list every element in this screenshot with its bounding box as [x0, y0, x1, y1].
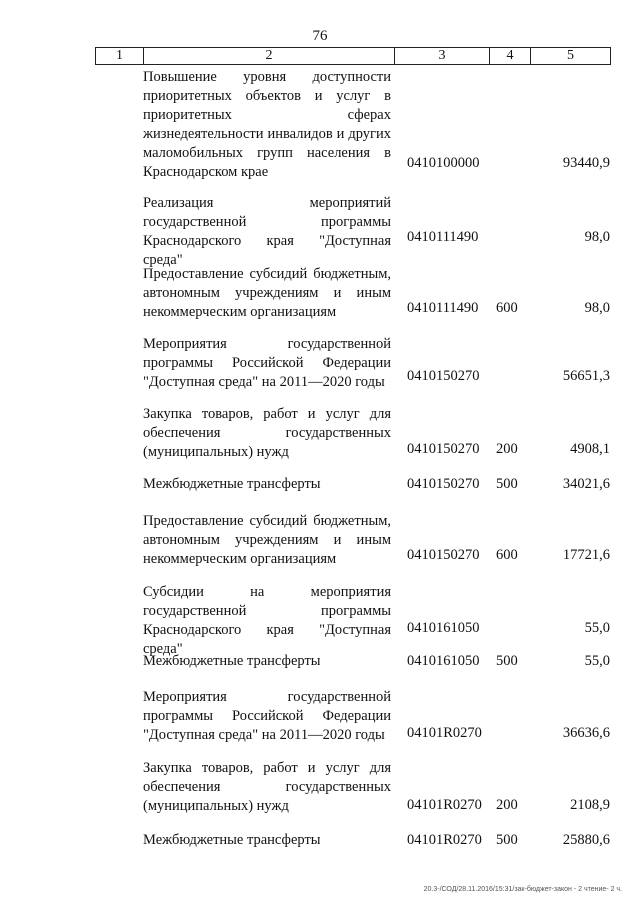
- row-code: 0410150270: [407, 441, 480, 457]
- page-number: 76: [312, 28, 328, 44]
- row-code: 0410161050: [407, 620, 480, 636]
- row-name: Межбюджетные трансферты: [143, 476, 321, 492]
- row-code: 0410111490: [407, 300, 479, 316]
- row-code: 04101R0270: [407, 832, 482, 848]
- row-amount: 25880,6: [562, 832, 610, 848]
- row-name: Межбюджетные трансферты: [143, 653, 321, 669]
- row-name: Предоставление субсидий бюджетным, автономным учреждениям и иным некоммерческим организациям: [143, 266, 391, 320]
- row-code: 0410100000: [407, 155, 480, 171]
- column-header-1: 1: [96, 48, 144, 65]
- row-amount: 98,0: [584, 229, 610, 245]
- row-name: Реализация мероприятий государственной программы Краснодарского края "Доступная среда": [143, 195, 391, 268]
- row-code: 0410150270: [407, 547, 480, 563]
- column-header-2: 2: [144, 48, 395, 65]
- row-amount: 17721,6: [562, 547, 610, 563]
- row-amount: 36636,6: [562, 725, 610, 741]
- row-name: Предоставление субсидий бюджетным, автономным учреждениям и иным некоммерческим организациям: [143, 513, 391, 567]
- row-name: Мероприятия государственной программы Российской Федерации "Доступная среда" на 2011—2020 годы: [143, 689, 391, 743]
- row-code: 0410161050: [407, 653, 480, 669]
- row-code: 0410150270: [407, 476, 480, 492]
- row-amount: 98,0: [584, 300, 610, 316]
- row-type: 200: [496, 441, 518, 457]
- row-amount: 93440,9: [562, 155, 610, 171]
- column-header-4: 4: [490, 48, 531, 65]
- row-name: Межбюджетные трансферты: [143, 832, 321, 848]
- row-amount: 55,0: [584, 653, 610, 669]
- row-amount: 34021,6: [562, 476, 610, 492]
- row-code: 0410111490: [407, 229, 479, 245]
- row-amount: 4908,1: [570, 441, 610, 457]
- row-name: Повышение уровня доступности приоритетных объектов и услуг в приоритетных сферах жизнедеятельности инвалидов и других маломобильных групп населения в Краснодарском крае: [143, 69, 391, 180]
- row-type: 500: [496, 832, 518, 848]
- row-type: 500: [496, 476, 518, 492]
- row-code: 04101R0270: [407, 797, 482, 813]
- row-type: 500: [496, 653, 518, 669]
- row-name: Субсидии на мероприятия государственной программы Краснодарского края "Доступная среда": [143, 584, 391, 657]
- footer-file-stamp: 20.3-/СОД/28.11.2016/15:31/зак-бюджет-закон - 2 чтение- 2 ч.: [423, 886, 622, 893]
- row-type: 600: [496, 300, 518, 316]
- row-type: 600: [496, 547, 518, 563]
- row-amount: 2108,9: [570, 797, 610, 813]
- row-name: Закупка товаров, работ и услуг для обеспечения государственных (муниципальных) нужд: [143, 760, 391, 814]
- column-header-5: 5: [531, 48, 611, 65]
- row-code: 04101R0270: [407, 725, 482, 741]
- row-amount: 56651,3: [562, 368, 610, 384]
- row-code: 0410150270: [407, 368, 480, 384]
- row-name: Мероприятия государственной программы Российской Федерации "Доступная среда" на 2011—2020 годы: [143, 336, 391, 390]
- row-type: 200: [496, 797, 518, 813]
- row-name: Закупка товаров, работ и услуг для обеспечения государственных (муниципальных) нужд: [143, 406, 391, 460]
- row-amount: 55,0: [584, 620, 610, 636]
- column-header-3: 3: [395, 48, 490, 65]
